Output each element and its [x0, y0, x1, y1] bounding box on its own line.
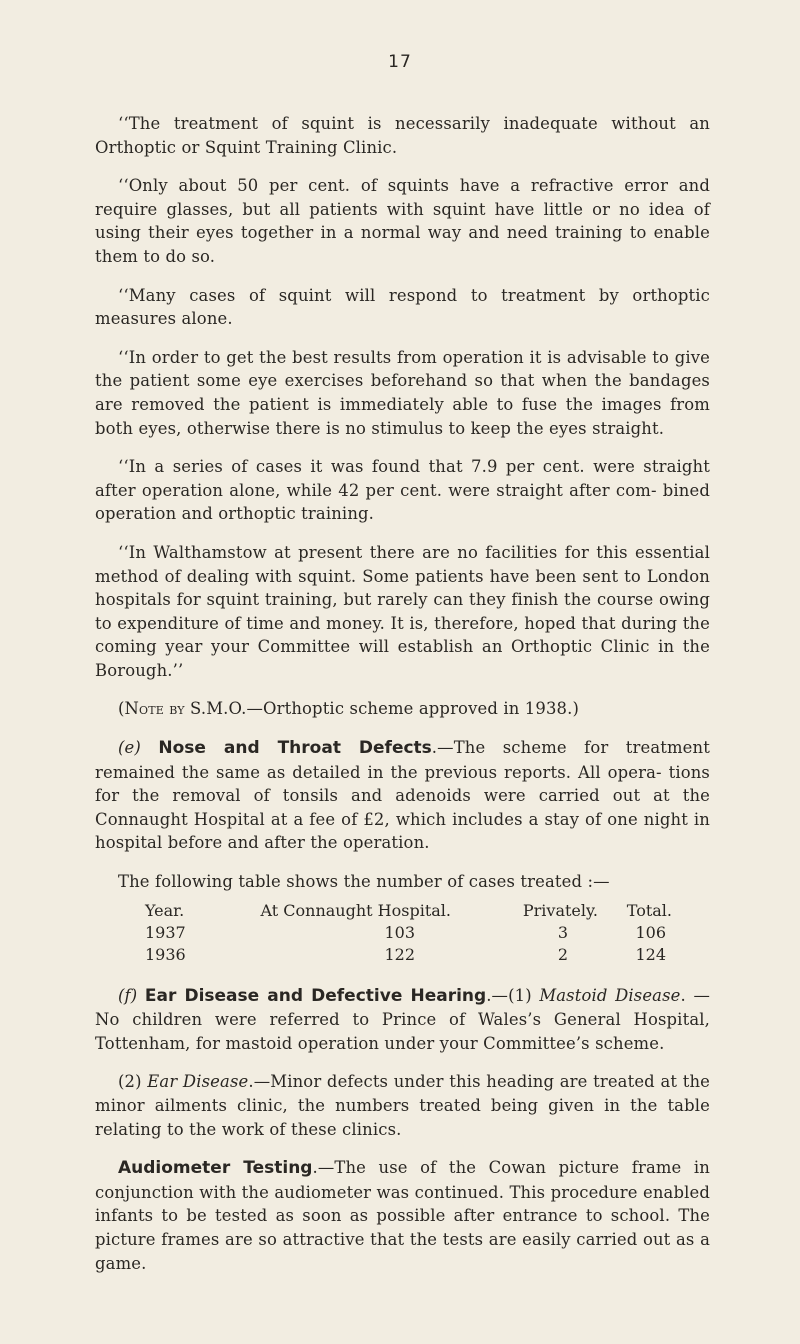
section-audiometer: [95, 1156, 710, 1275]
subsection-prefix: (2): [118, 1072, 148, 1092]
section-heading: Ear Disease and Defective Hearing: [144, 985, 487, 1006]
section-text: . —No children were referred to Prince of Wales’s General Hospital, Tottenham, for mastoid operation under your Committee’s scheme.: [95, 985, 710, 1053]
cell-total: 106: [635, 922, 666, 942]
section-text: .—The scheme for treatment remained the same as detailed in the previous reports. All opera- tions for the removal of tonsils and adenoids were carried out at the Connaught Hospital at a fee of £2, which includes a stay of one night in hospital before and after the operation.: [95, 738, 710, 853]
cell-privately: 2: [557, 944, 568, 964]
section-nose-throat: [95, 736, 710, 855]
section-ear-disease: [95, 984, 710, 1056]
paragraph-orthoptic-clinic: ‘‘The treatment of squint is necessarily inadequate without an Orthoptic or Squint Training Clinic.: [95, 114, 710, 157]
section-heading: Nose and Throat Defects: [158, 738, 432, 759]
table-row: [145, 944, 672, 966]
section-letter: (f): [118, 985, 138, 1005]
paragraph-smo-note: [95, 697, 710, 721]
column-header-connaught: At Connaught Hospital.: [260, 900, 451, 920]
paragraph-walthamstow: ‘‘In Walthamstow at present there are no facilities for this essential method of dealing with squint. Some patients have been sent to London hospitals for squint training, but rarely can they finish the course owing to expenditure of time and money. It is, therefore, hoped that during the coming year your Committee will establish an Orthoptic Clinic in the Borough.’’: [95, 542, 710, 680]
paragraph-orthoptic-measures: ‘‘Many cases of squint will respond to treatment by orthoptic measures alone.: [95, 285, 710, 329]
section-mid: .—(1): [486, 985, 540, 1005]
note-text: S.M.O.—Orthoptic scheme approved in 1938.): [184, 699, 580, 719]
cell-connaught: 122: [384, 944, 415, 964]
column-header-year: Year.: [145, 900, 185, 920]
paragraph-refractive-error: ‘‘Only about 50 per cent. of squints have a refractive error and require glasses, but all patients with squint have little or no idea of using their eyes together in a normal way and need training to enable them to do so.: [95, 176, 710, 266]
column-header-total: Total.: [626, 900, 672, 920]
section-heading: Audiometer Testing: [118, 1158, 313, 1179]
note-open: (: [118, 699, 125, 719]
section-letter: (e): [118, 738, 141, 758]
table-header-row: [145, 900, 672, 922]
page-number: 17: [388, 52, 412, 72]
cell-total: 124: [635, 944, 666, 964]
paragraph-series-of-cases: ‘‘In a series of cases it was found that 7.9 per cent. were straight after operation alone, while 42 per cent. were straight after com- bined operation and orthoptic training.: [95, 457, 710, 524]
section-text: .—The use of the Cowan picture frame in conjunction with the audiometer was continued. This procedure enabled infants to be tested as soon as possible after entrance to school. The picture frames are so attractive that the tests are easily carried out as a game.: [95, 1158, 710, 1273]
cases-table: [145, 900, 672, 966]
cell-connaught: 103: [384, 922, 415, 942]
subsection-heading: Ear Disease: [147, 1072, 249, 1092]
table-row: [145, 922, 672, 944]
section-ear-minor: [95, 1070, 710, 1141]
note-label: Note by: [124, 699, 185, 719]
column-header-privately: Privately.: [522, 900, 598, 920]
cell-privately: 3: [557, 922, 568, 942]
cell-year: 1936: [145, 944, 186, 964]
page-body: [95, 112, 710, 1290]
section-text: .—Minor defects under this heading are treated at the minor ailments clinic, the numbers treated being given in the table relating to the work of these clinics.: [95, 1072, 711, 1139]
table-intro: The following table shows the number of cases treated :—: [118, 872, 610, 892]
cell-year: 1937: [145, 922, 186, 942]
paragraph-eye-exercises: ‘‘In order to get the best results from operation it is advisable to give the patient some eye exercises beforehand so that when the bandages are removed the patient is immediately able to fuse the images from both eyes, otherwise there is no stimulus to keep the eyes straight.: [95, 347, 710, 438]
subsection-heading: Mastoid Disease: [539, 985, 681, 1005]
